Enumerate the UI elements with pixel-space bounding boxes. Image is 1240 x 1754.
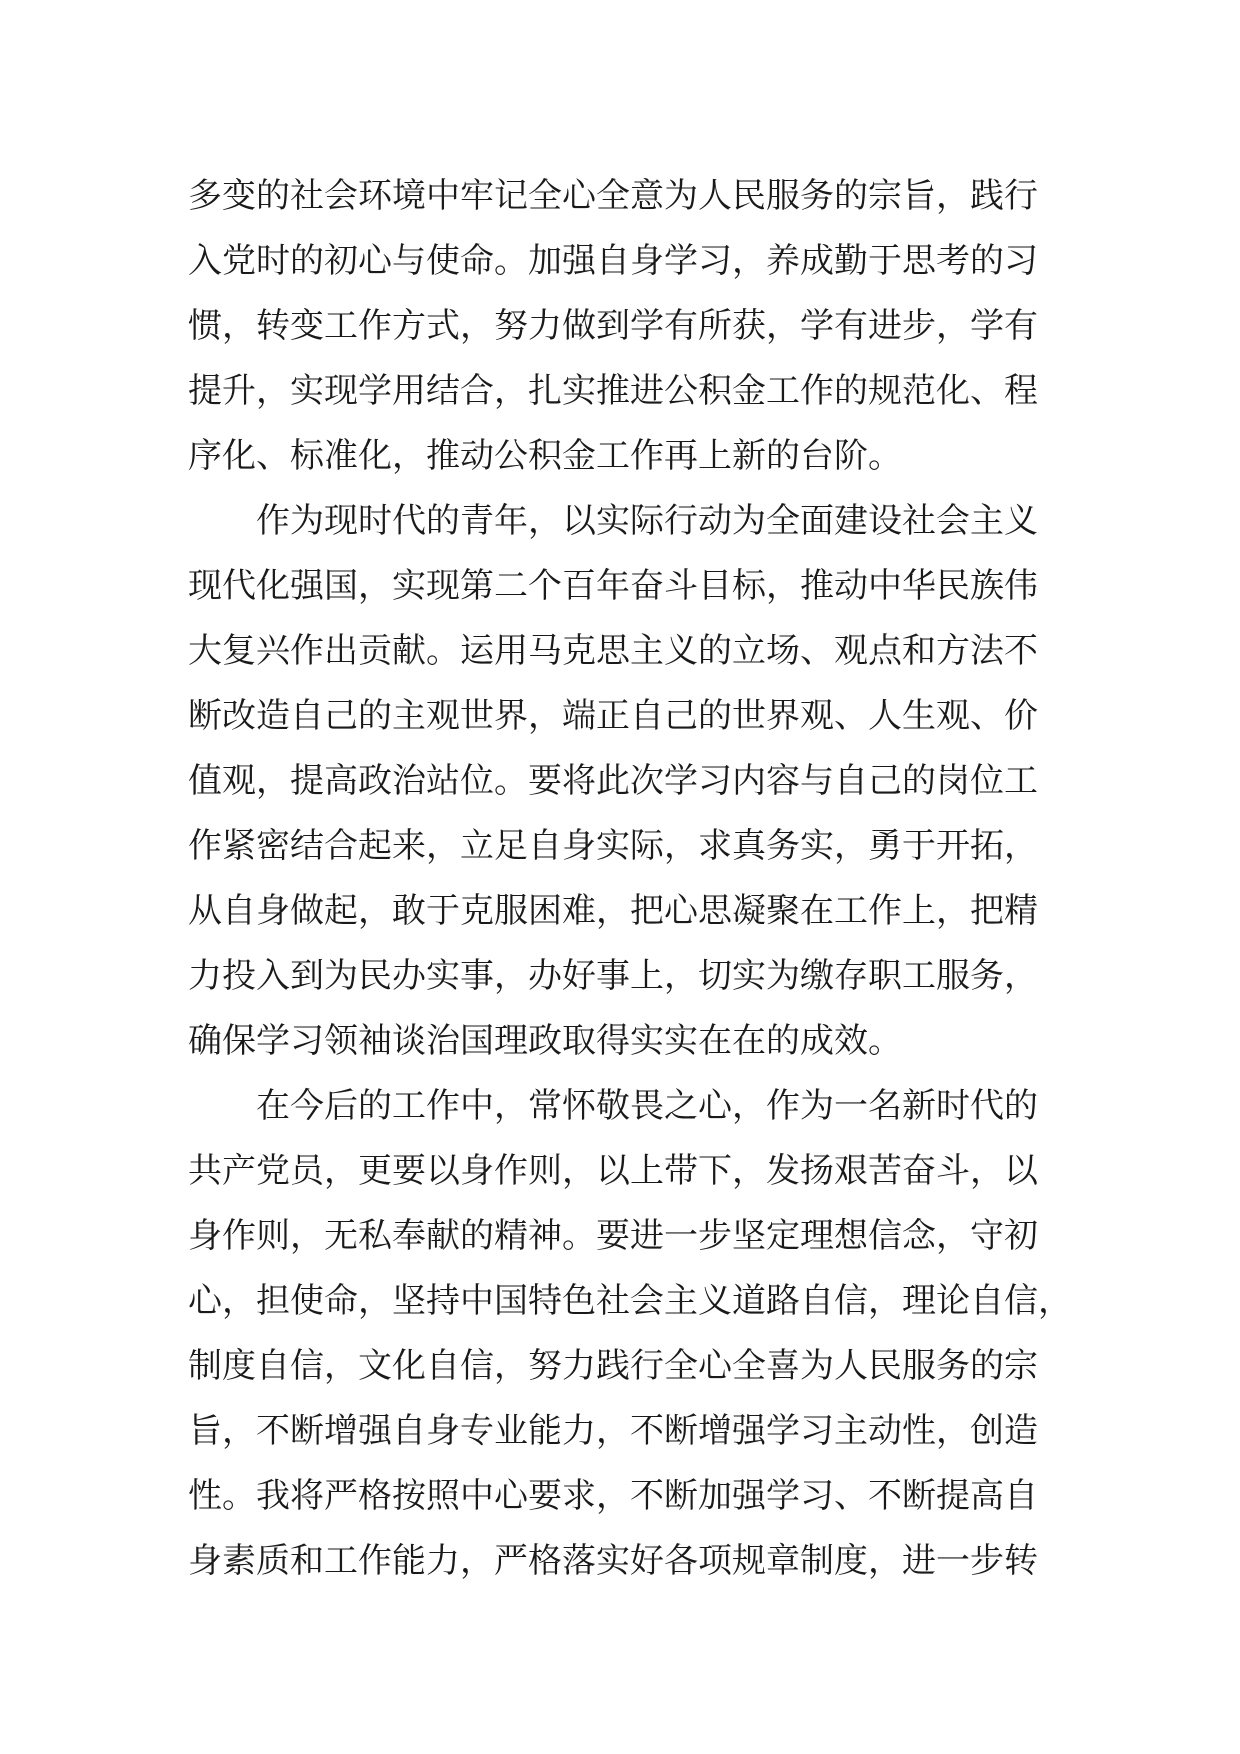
paragraph-1 — [188, 164, 1068, 489]
text-line: 确保学习领袖谈治国理政取得实实在在的成效。 — [188, 1021, 902, 1061]
text-line: 身作则，无私奉献的精神。要进一步坚定理想信念，守初 — [188, 1216, 1038, 1256]
text-line: 作紧密结合起来，立足自身实际，求真务实，勇于开拓， — [188, 826, 1038, 866]
text-line: 入党时的初心与使命。加强自身学习，养成勤于思考的习 — [188, 241, 1038, 281]
text-line: 心，担使命，坚持中国特色社会主义道路自信，理论自信， — [188, 1281, 1072, 1321]
text-line: 多变的社会环境中牢记全心全意为人民服务的宗旨，践行 — [188, 176, 1038, 216]
text-line: 序化、标准化，推动公积金工作再上新的台阶。 — [188, 436, 902, 476]
text-line: 惯，转变工作方式，努力做到学有所获，学有进步，学有 — [188, 306, 1038, 346]
text-line: 性。我将严格按照中心要求，不断加强学习、不断提高自 — [188, 1476, 1038, 1516]
text-line: 身素质和工作能力，严格落实好各项规章制度，进一步转 — [188, 1541, 1038, 1581]
text-line: 现代化强国，实现第二个百年奋斗目标，推动中华民族伟 — [188, 566, 1038, 606]
text-line: 在今后的工作中，常怀敬畏之心，作为一名新时代的 — [256, 1086, 1038, 1126]
text-line: 提升，实现学用结合，扎实推进公积金工作的规范化、程 — [188, 371, 1038, 411]
text-line: 大复兴作出贡献。运用马克思主义的立场、观点和方法不 — [188, 631, 1038, 671]
paragraph-3 — [188, 1074, 1072, 1594]
body-text — [188, 164, 1072, 1594]
text-line: 共产党员，更要以身作则，以上带下，发扬艰苦奋斗，以 — [188, 1151, 1038, 1191]
text-line: 力投入到为民办实事，办好事上，切实为缴存职工服务， — [188, 956, 1038, 996]
text-line: 从自身做起，敢于克服困难，把心思凝聚在工作上，把精 — [188, 891, 1038, 931]
text-line: 制度自信，文化自信，努力践行全心全喜为人民服务的宗 — [188, 1346, 1038, 1386]
text-line: 旨，不断增强自身专业能力，不断增强学习主动性，创造 — [188, 1411, 1038, 1451]
text-line: 值观，提高政治站位。要将此次学习内容与自己的岗位工 — [188, 761, 1038, 801]
text-line: 断改造自己的主观世界，端正自己的世界观、人生观、价 — [188, 696, 1038, 736]
paragraph-2 — [188, 489, 1068, 1074]
text-line: 作为现时代的青年，以实际行动为全面建设社会主义 — [256, 501, 1038, 541]
